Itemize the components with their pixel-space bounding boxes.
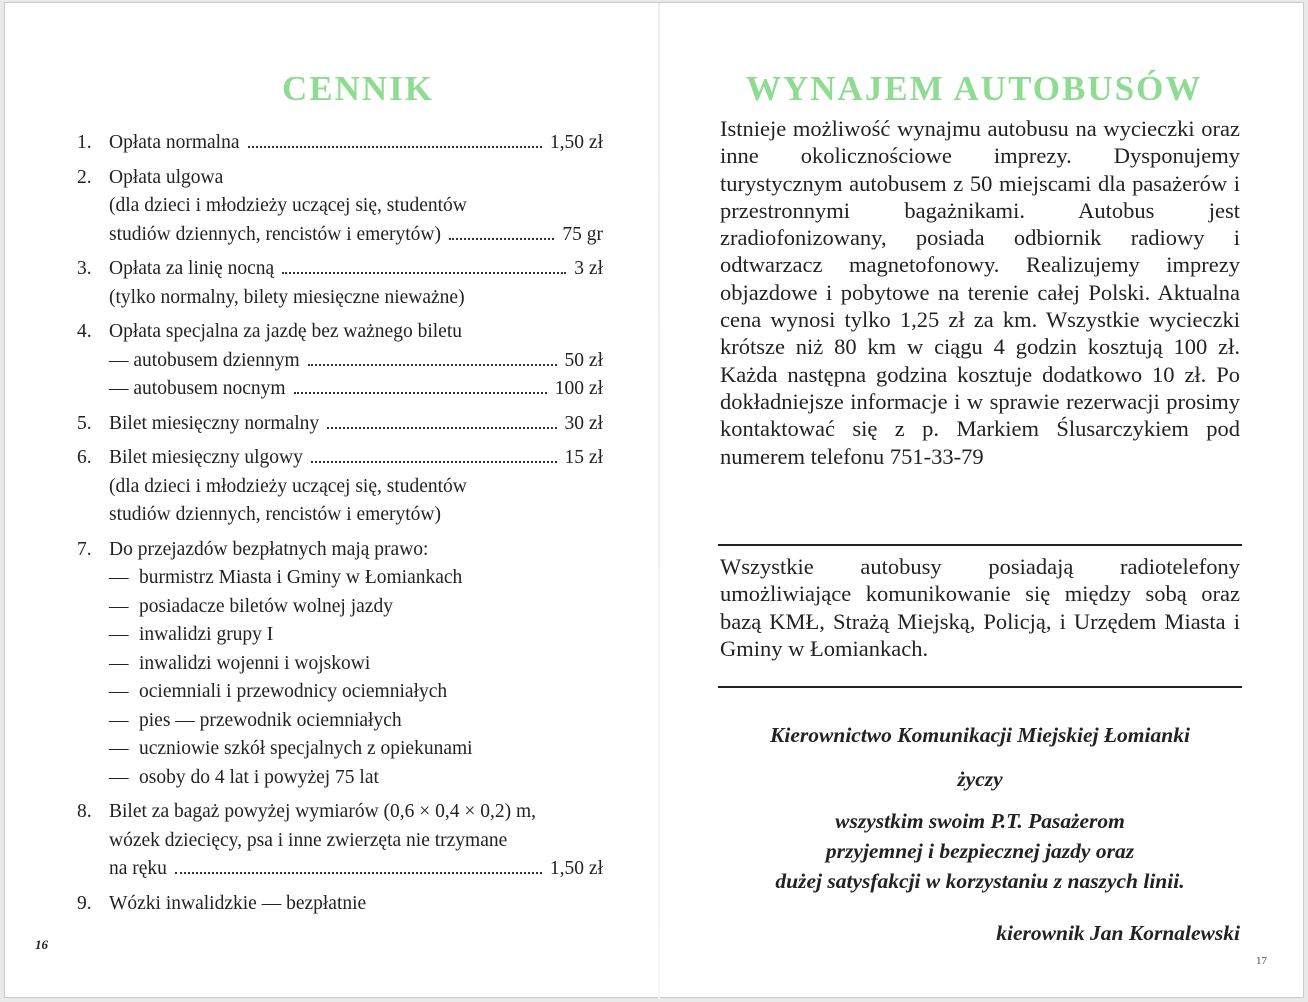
item-text: Opłata ulgowa (109, 166, 224, 188)
item-label: — autobusem dziennym (109, 349, 300, 371)
item-note: studiów dziennych, rencistów i emerytów) (109, 504, 441, 525)
bus-rental-title: WYNAJEM AUTOBUSÓW (746, 69, 1203, 108)
leader-dots (282, 272, 566, 274)
free-ride-entry: — ociemniali i przewodnicy ociemniałych (109, 681, 448, 702)
left-page (5, 3, 657, 997)
booklet-spread (4, 2, 1304, 998)
item-number: 6. (77, 447, 92, 468)
price-item-4 (75, 318, 603, 404)
item-label: studiów dziennych, rencistów i emerytów) (109, 223, 441, 245)
item-number: 5. (77, 412, 92, 434)
item-note: (dla dzieci i młodzieży uczącej się, studentów (109, 475, 467, 497)
item-note: (dla dzieci i młodzieży uczącej się, studentów (109, 195, 467, 216)
item-number: 9. (77, 892, 92, 914)
item-label: — autobusem nocnym (109, 378, 286, 399)
free-ride-entry: — osoby do 4 lat i powyżej 75 lat (109, 766, 379, 788)
leader-dots (449, 238, 554, 240)
right-page (660, 3, 1305, 997)
leader-dots (327, 427, 556, 429)
price-list (75, 129, 603, 924)
wishes-organization: Kierownictwo Komunikacji Miejskiej Łomianki (770, 723, 1190, 747)
item-text: Opłata specjalna za jazdę bez ważnego biletu (109, 321, 462, 342)
item-price: 1,50 zł (549, 132, 603, 153)
item-number: 7. (77, 538, 92, 560)
item-label: Opłata za linię nocną (109, 258, 275, 279)
free-ride-entry: — burmistrz Miasta i Gminy w Łomiankach (109, 567, 463, 588)
free-ride-entry: — uczniowie szkół specjalnych z opiekunami (109, 738, 473, 759)
price-list-title: CENNIK (282, 69, 435, 108)
radiotelephone-paragraph: Wszystkie autobusy posiadają radiotelefony umożliwiające komunikowanie się między sobą oraz bazą KMŁ, Strażą Miejską, Policją, i Urzędem Miasta i Gminy w Łomiankach. (720, 554, 1240, 661)
price-item-6 (75, 444, 603, 530)
leader-dots (294, 392, 547, 394)
item-price: 3 zł (574, 258, 603, 279)
price-item-9 (75, 890, 603, 919)
item-text: Wózki inwalidzkie — bezpłatnie (109, 892, 367, 914)
free-ride-entry: — inwalidzi grupy I (109, 624, 274, 645)
free-ride-entry: — pies — przewodnik ociemniałych (109, 709, 402, 731)
item-price: 75 gr (562, 223, 603, 245)
item-number: 4. (77, 321, 92, 342)
item-note: wózek dziecięcy, psa i inne zwierzęta nie trzymane (109, 829, 508, 851)
item-text: Do przejazdów bezpłatnych mają prawo: (109, 538, 429, 560)
divider-bottom (718, 686, 1242, 688)
item-label: Bilet miesięczny ulgowy (109, 447, 303, 468)
signature: kierownik Jan Kornalewski (996, 921, 1240, 945)
leader-dots (248, 146, 542, 148)
item-text: Bilet za bagaż powyżej wymiarów (0,6 × 0,4 × 0,2) m, (109, 801, 537, 822)
leader-dots (175, 872, 542, 874)
wishes-line: dużej satysfakcji w korzystaniu z naszych linii. (775, 869, 1185, 893)
leader-dots (311, 461, 557, 463)
item-note: (tylko normalny, bilety miesięczne nieważne) (109, 286, 465, 308)
free-ride-entry: — inwalidzi wojenni i wojskowi (109, 652, 371, 674)
item-number: 8. (77, 801, 92, 822)
page-number-left: 16 (35, 937, 48, 952)
item-label: Bilet miesięczny normalny (109, 412, 320, 434)
item-number: 3. (77, 258, 92, 279)
price-item-7 (75, 536, 603, 793)
item-price: 1,50 zł (549, 858, 603, 879)
item-price: 30 zł (564, 412, 603, 434)
item-price: 15 zł (564, 447, 603, 468)
price-item-1 (75, 129, 603, 158)
price-item-5 (75, 410, 603, 439)
price-item-8 (75, 798, 603, 884)
item-price: 100 zł (554, 378, 603, 399)
price-item-3 (75, 255, 603, 312)
wishes-line: przyjemnej i bezpiecznej jazdy oraz (825, 839, 1135, 863)
page-number-right: 17 (1256, 955, 1267, 967)
item-number: 1. (77, 132, 92, 153)
item-price: 50 zł (564, 349, 603, 371)
free-ride-entry: — posiadacze biletów wolnej jazdy (109, 595, 393, 617)
item-label: Opłata normalna (109, 132, 240, 153)
item-number: 2. (77, 166, 92, 188)
item-label: na ręku (109, 858, 167, 879)
wishes-verb: życzy (957, 767, 1003, 791)
wishes-line: wszystkim swoim P.T. Pasażerom (835, 809, 1125, 833)
divider-top (718, 544, 1242, 546)
price-item-2 (75, 164, 603, 250)
leader-dots (308, 364, 557, 366)
bus-rental-paragraph: Istnieje możliwość wynajmu autobusu na wycieczki oraz inne okolicznościowe imprezy. Dysponujemy turystycznym autobusem z 50 miejscami dla pasażerów i przestronnymi bagażnikami. Autobus jest zradiofonizowany, posiada odbiornik radiowy i odtwarzacz magnetofonowy. Realizujemy imprezy objazdowe i pobytowe na terenie całej Polski. Aktualna cena wynosi tylko 1,25 zł za km. Wszystkie wycieczki krótsze niż 80 km w ciągu 4 godzin kosztują 100 zł. Każda następna godzina kosztuje dodatkowo 10 zł. Po dokładniejsze informacje i w sprawie rezerwacji prosimy kontaktować się z p. Markiem Ślusarczykiem pod numerem telefonu 751-33-79 (720, 116, 1240, 469)
